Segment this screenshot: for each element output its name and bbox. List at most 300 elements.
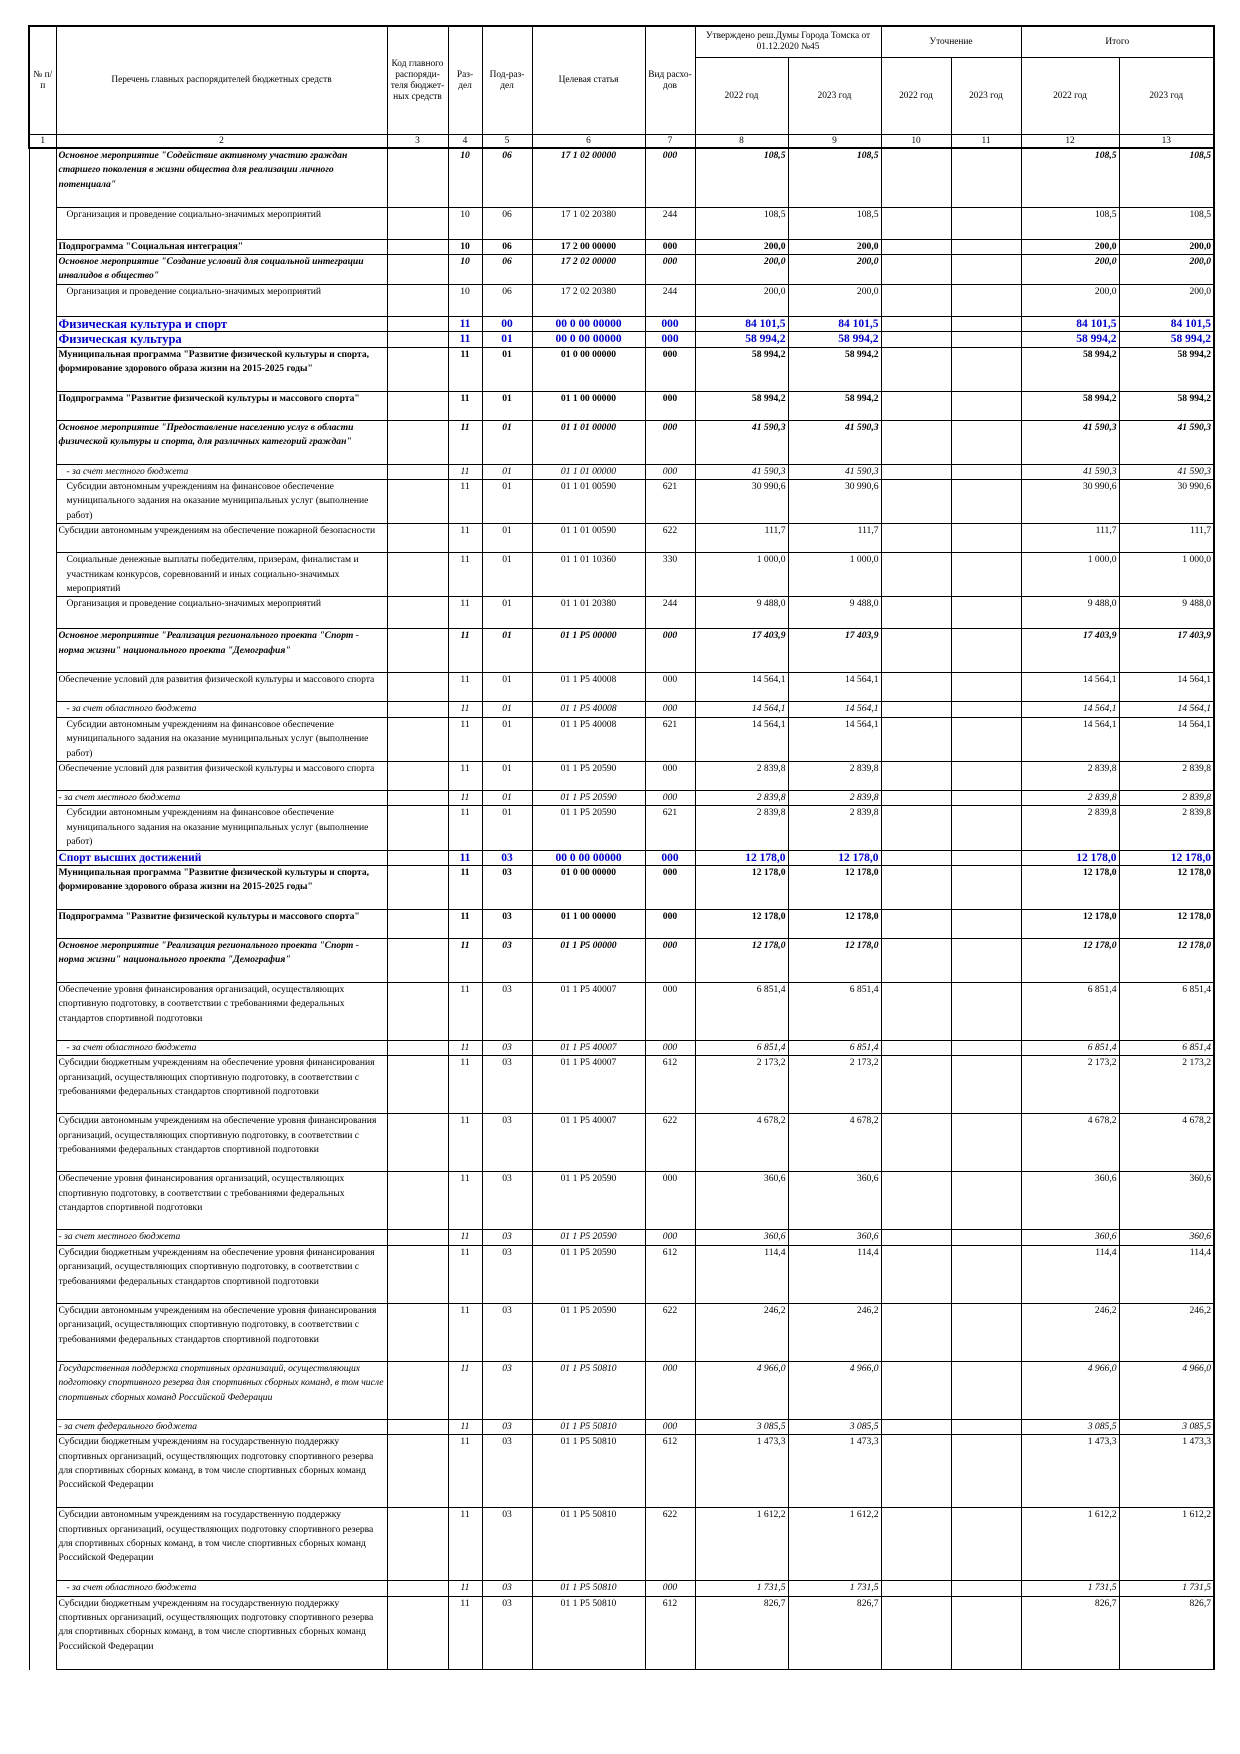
table-row bbox=[29, 1361, 1214, 1419]
budget-table-sheet bbox=[28, 25, 1215, 1670]
approved-2023-cell: 58 994,2 bbox=[788, 332, 881, 347]
approved-2023-cell: 4 966,0 bbox=[788, 1361, 881, 1419]
approved-2022-cell: 12 178,0 bbox=[695, 939, 788, 983]
razdel-cell: 11 bbox=[448, 332, 482, 347]
row-number-cell bbox=[29, 254, 56, 284]
row-number-cell bbox=[29, 479, 56, 523]
approved-2022-cell: 58 994,2 bbox=[695, 332, 788, 347]
code-cell bbox=[387, 239, 448, 254]
approved-2022-cell: 4 966,0 bbox=[695, 1361, 788, 1419]
target-article-cell: 01 1 P5 40007 bbox=[532, 1056, 645, 1114]
row-number-cell bbox=[29, 347, 56, 391]
row-number-cell bbox=[29, 524, 56, 553]
approved-2022-cell: 108,5 bbox=[695, 148, 788, 207]
total-2022-cell: 1 000,0 bbox=[1021, 553, 1119, 597]
podrazdel-cell: 01 bbox=[482, 791, 532, 806]
clarification-2022-cell bbox=[881, 1172, 951, 1230]
expense-type-cell: 612 bbox=[645, 1596, 695, 1669]
total-2023-cell: 1 612,2 bbox=[1119, 1508, 1214, 1581]
row-name: Субсидии автономным учреждениям на финансовое обеспечение муниципального задания на оказание муниципальных услуг (выполнение работ) bbox=[56, 479, 387, 523]
approved-2022-cell: 17 403,9 bbox=[695, 629, 788, 673]
razdel-cell: 11 bbox=[448, 1245, 482, 1303]
approved-2023-cell: 1 612,2 bbox=[788, 1508, 881, 1581]
expense-type-cell: 000 bbox=[645, 254, 695, 284]
clarification-2022-cell bbox=[881, 866, 951, 910]
approved-2023-cell: 200,0 bbox=[788, 254, 881, 284]
total-2023-cell: 12 178,0 bbox=[1119, 939, 1214, 983]
code-cell bbox=[387, 420, 448, 464]
table-row bbox=[29, 1172, 1214, 1230]
table-row bbox=[29, 1419, 1214, 1434]
code-cell bbox=[387, 148, 448, 207]
expense-type-cell: 000 bbox=[645, 866, 695, 910]
column-number: 1 bbox=[29, 135, 56, 149]
total-2023-cell: 200,0 bbox=[1119, 254, 1214, 284]
expense-type-cell: 000 bbox=[645, 983, 695, 1041]
target-article-cell: 01 1 P5 40008 bbox=[532, 673, 645, 702]
row-name: Физическая культура и спорт bbox=[56, 316, 387, 331]
clarification-2022-cell bbox=[881, 464, 951, 479]
approved-2022-cell: 12 178,0 bbox=[695, 866, 788, 910]
row-name: Обеспечение условий для развития физической культуры и массового спорта bbox=[56, 762, 387, 791]
razdel-cell: 11 bbox=[448, 316, 482, 331]
approved-2023-cell: 12 178,0 bbox=[788, 910, 881, 939]
target-article-cell: 01 1 P5 40007 bbox=[532, 1114, 645, 1172]
total-2022-cell: 41 590,3 bbox=[1021, 420, 1119, 464]
row-name: Субсидии бюджетным учреждениям на обеспечение уровня финансирования организаций, осуществляющих спортивную подготовку, в соответствии с требованиями федеральных стандартов спортивной подготовки bbox=[56, 1056, 387, 1114]
total-2022-cell: 58 994,2 bbox=[1021, 332, 1119, 347]
podrazdel-cell: 03 bbox=[482, 1435, 532, 1508]
podrazdel-cell: 01 bbox=[482, 420, 532, 464]
table-row bbox=[29, 148, 1214, 207]
clarification-2023-cell bbox=[951, 762, 1021, 791]
row-name: Организация и проведение социально-значимых мероприятий bbox=[56, 207, 387, 239]
clarification-2022-cell bbox=[881, 1596, 951, 1669]
approved-2022-cell: 2 839,8 bbox=[695, 762, 788, 791]
approved-2022-cell: 826,7 bbox=[695, 1596, 788, 1669]
total-2023-cell: 2 173,2 bbox=[1119, 1056, 1214, 1114]
podrazdel-cell: 03 bbox=[482, 1056, 532, 1114]
target-article-cell: 01 1 P5 20590 bbox=[532, 806, 645, 850]
approved-2022-cell: 3 085,5 bbox=[695, 1419, 788, 1434]
column-number: 3 bbox=[387, 135, 448, 149]
row-number-cell bbox=[29, 1435, 56, 1508]
column-number: 12 bbox=[1021, 135, 1119, 149]
total-2022-cell: 200,0 bbox=[1021, 284, 1119, 316]
expense-type-cell: 612 bbox=[645, 1245, 695, 1303]
row-name: Подпрограмма "Развитие физической культуры и массового спорта" bbox=[56, 391, 387, 420]
approved-2022-cell: 114,4 bbox=[695, 1245, 788, 1303]
table-row bbox=[29, 420, 1214, 464]
clarification-2022-cell bbox=[881, 1056, 951, 1114]
clarification-2023-cell bbox=[951, 1596, 1021, 1669]
approved-2022-cell: 246,2 bbox=[695, 1303, 788, 1361]
row-number-cell bbox=[29, 316, 56, 331]
row-name: Основное мероприятие "Содействие активному участию граждан старшего поколения в жизни общества для реализации личного потенциала" bbox=[56, 148, 387, 207]
approved-2022-cell: 200,0 bbox=[695, 254, 788, 284]
podrazdel-cell: 06 bbox=[482, 284, 532, 316]
expense-type-cell: 000 bbox=[645, 791, 695, 806]
razdel-cell: 11 bbox=[448, 1419, 482, 1434]
approved-2022-cell: 360,6 bbox=[695, 1172, 788, 1230]
clarification-2022-cell bbox=[881, 524, 951, 553]
clarification-2023-cell bbox=[951, 1230, 1021, 1245]
row-name: Организация и проведение социально-значимых мероприятий bbox=[56, 597, 387, 629]
target-article-cell: 01 1 P5 50810 bbox=[532, 1361, 645, 1419]
table-row bbox=[29, 673, 1214, 702]
total-2022-cell: 108,5 bbox=[1021, 207, 1119, 239]
razdel-cell: 10 bbox=[448, 207, 482, 239]
row-name: Спорт высших достижений bbox=[56, 850, 387, 865]
expense-type-cell: 000 bbox=[645, 850, 695, 865]
table-row bbox=[29, 1114, 1214, 1172]
approved-2022-cell: 14 564,1 bbox=[695, 717, 788, 761]
razdel-cell: 10 bbox=[448, 148, 482, 207]
table-row bbox=[29, 850, 1214, 865]
column-number-row bbox=[29, 135, 1214, 149]
row-name: Государственная поддержка спортивных организаций, осуществляющих подготовку спортивного резерва для спортивных сборных команд, в том числе спортивных сборных команд Российской Федерации bbox=[56, 1361, 387, 1419]
podrazdel-cell: 01 bbox=[482, 806, 532, 850]
total-2023-cell: 14 564,1 bbox=[1119, 673, 1214, 702]
expense-type-cell: 000 bbox=[645, 762, 695, 791]
razdel-cell: 11 bbox=[448, 479, 482, 523]
razdel-cell: 11 bbox=[448, 1056, 482, 1114]
code-cell bbox=[387, 1172, 448, 1230]
expense-type-cell: 621 bbox=[645, 479, 695, 523]
total-2022-cell: 12 178,0 bbox=[1021, 866, 1119, 910]
razdel-cell: 11 bbox=[448, 464, 482, 479]
approved-2023-cell: 2 839,8 bbox=[788, 791, 881, 806]
code-cell bbox=[387, 1508, 448, 1581]
target-article-cell: 00 0 00 00000 bbox=[532, 332, 645, 347]
target-article-cell: 01 1 P5 40007 bbox=[532, 983, 645, 1041]
total-2023-cell: 111,7 bbox=[1119, 524, 1214, 553]
target-article-cell: 01 1 P5 50810 bbox=[532, 1508, 645, 1581]
clarification-2022-cell bbox=[881, 1114, 951, 1172]
row-name: - за счет областного бюджета bbox=[56, 702, 387, 717]
razdel-cell: 11 bbox=[448, 806, 482, 850]
podrazdel-cell: 06 bbox=[482, 207, 532, 239]
code-cell bbox=[387, 1041, 448, 1056]
clarification-2023-cell bbox=[951, 284, 1021, 316]
podrazdel-cell: 01 bbox=[482, 717, 532, 761]
row-name: Субсидии автономным учреждениям на финансовое обеспечение муниципального задания на оказание муниципальных услуг (выполнение работ) bbox=[56, 806, 387, 850]
row-name: - за счет областного бюджета bbox=[56, 1581, 387, 1596]
approved-2023-cell: 114,4 bbox=[788, 1245, 881, 1303]
column-number: 2 bbox=[56, 135, 387, 149]
razdel-cell: 11 bbox=[448, 597, 482, 629]
header-num: № п/п bbox=[29, 26, 56, 135]
razdel-cell: 10 bbox=[448, 284, 482, 316]
target-article-cell: 01 1 01 10360 bbox=[532, 553, 645, 597]
podrazdel-cell: 01 bbox=[482, 553, 532, 597]
total-2023-cell: 58 994,2 bbox=[1119, 347, 1214, 391]
row-number-cell bbox=[29, 673, 56, 702]
table-row bbox=[29, 479, 1214, 523]
target-article-cell: 17 2 02 20380 bbox=[532, 284, 645, 316]
clarification-2022-cell bbox=[881, 1041, 951, 1056]
total-2022-cell: 2 839,8 bbox=[1021, 791, 1119, 806]
code-cell bbox=[387, 1230, 448, 1245]
header-approved-2023: 2023 год bbox=[788, 58, 881, 135]
clarification-2023-cell bbox=[951, 1419, 1021, 1434]
approved-2022-cell: 58 994,2 bbox=[695, 391, 788, 420]
razdel-cell: 11 bbox=[448, 524, 482, 553]
approved-2023-cell: 2 173,2 bbox=[788, 1056, 881, 1114]
approved-2023-cell: 17 403,9 bbox=[788, 629, 881, 673]
expense-type-cell: 000 bbox=[645, 332, 695, 347]
row-name: Муниципальная программа "Развитие физической культуры и спорта, формирование здорового образа жизни на 2015-2025 годы" bbox=[56, 347, 387, 391]
target-article-cell: 01 1 P5 50810 bbox=[532, 1581, 645, 1596]
podrazdel-cell: 03 bbox=[482, 1508, 532, 1581]
total-2023-cell: 12 178,0 bbox=[1119, 866, 1214, 910]
row-name: Физическая культура bbox=[56, 332, 387, 347]
code-cell bbox=[387, 673, 448, 702]
razdel-cell: 11 bbox=[448, 1361, 482, 1419]
approved-2022-cell: 41 590,3 bbox=[695, 420, 788, 464]
razdel-cell: 11 bbox=[448, 1596, 482, 1669]
approved-2022-cell: 84 101,5 bbox=[695, 316, 788, 331]
code-cell bbox=[387, 332, 448, 347]
total-2022-cell: 17 403,9 bbox=[1021, 629, 1119, 673]
total-2023-cell: 826,7 bbox=[1119, 1596, 1214, 1669]
expense-type-cell: 000 bbox=[645, 347, 695, 391]
code-cell bbox=[387, 717, 448, 761]
row-name: - за счет местного бюджета bbox=[56, 791, 387, 806]
clarification-2022-cell bbox=[881, 1435, 951, 1508]
row-number-cell bbox=[29, 391, 56, 420]
total-2022-cell: 1 473,3 bbox=[1021, 1435, 1119, 1508]
razdel-cell: 11 bbox=[448, 939, 482, 983]
podrazdel-cell: 03 bbox=[482, 1245, 532, 1303]
target-article-cell: 01 1 P5 50810 bbox=[532, 1596, 645, 1669]
total-2022-cell: 108,5 bbox=[1021, 148, 1119, 207]
expense-type-cell: 622 bbox=[645, 1114, 695, 1172]
razdel-cell: 10 bbox=[448, 254, 482, 284]
total-2023-cell: 58 994,2 bbox=[1119, 391, 1214, 420]
header-clarification-group: Уточнение bbox=[881, 26, 1021, 58]
row-name: Муниципальная программа "Развитие физической культуры и спорта, формирование здорового образа жизни на 2015-2025 годы" bbox=[56, 866, 387, 910]
total-2023-cell: 3 085,5 bbox=[1119, 1419, 1214, 1434]
table-row bbox=[29, 1041, 1214, 1056]
code-cell bbox=[387, 464, 448, 479]
approved-2022-cell: 12 178,0 bbox=[695, 850, 788, 865]
expense-type-cell: 000 bbox=[645, 702, 695, 717]
total-2022-cell: 58 994,2 bbox=[1021, 347, 1119, 391]
clarification-2022-cell bbox=[881, 717, 951, 761]
target-article-cell: 01 1 P5 20590 bbox=[532, 1172, 645, 1230]
row-number-cell bbox=[29, 597, 56, 629]
table-row bbox=[29, 939, 1214, 983]
code-cell bbox=[387, 597, 448, 629]
row-number-cell bbox=[29, 983, 56, 1041]
total-2023-cell: 12 178,0 bbox=[1119, 910, 1214, 939]
table-row bbox=[29, 1245, 1214, 1303]
podrazdel-cell: 01 bbox=[482, 629, 532, 673]
clarification-2022-cell bbox=[881, 553, 951, 597]
approved-2023-cell: 200,0 bbox=[788, 239, 881, 254]
expense-type-cell: 000 bbox=[645, 1172, 695, 1230]
row-number-cell bbox=[29, 1172, 56, 1230]
row-number-cell bbox=[29, 1361, 56, 1419]
clarification-2022-cell bbox=[881, 850, 951, 865]
clarification-2023-cell bbox=[951, 553, 1021, 597]
row-number-cell bbox=[29, 1056, 56, 1114]
clarification-2023-cell bbox=[951, 207, 1021, 239]
total-2023-cell: 84 101,5 bbox=[1119, 316, 1214, 331]
clarification-2023-cell bbox=[951, 1245, 1021, 1303]
clarification-2022-cell bbox=[881, 391, 951, 420]
total-2023-cell: 108,5 bbox=[1119, 148, 1214, 207]
podrazdel-cell: 03 bbox=[482, 1041, 532, 1056]
clarification-2022-cell bbox=[881, 347, 951, 391]
row-number-cell bbox=[29, 1041, 56, 1056]
clarification-2023-cell bbox=[951, 524, 1021, 553]
clarification-2022-cell bbox=[881, 791, 951, 806]
clarification-2022-cell bbox=[881, 702, 951, 717]
total-2023-cell: 9 488,0 bbox=[1119, 597, 1214, 629]
row-number-cell bbox=[29, 1230, 56, 1245]
clarification-2023-cell bbox=[951, 1581, 1021, 1596]
podrazdel-cell: 01 bbox=[482, 597, 532, 629]
row-name: Основное мероприятие "Предоставление населению услуг в области физической культуры и спорта, для различных категорий граждан" bbox=[56, 420, 387, 464]
target-article-cell: 17 1 02 20380 bbox=[532, 207, 645, 239]
row-number-cell bbox=[29, 1114, 56, 1172]
clarification-2022-cell bbox=[881, 254, 951, 284]
target-article-cell: 01 1 P5 40008 bbox=[532, 717, 645, 761]
total-2023-cell: 360,6 bbox=[1119, 1230, 1214, 1245]
approved-2022-cell: 12 178,0 bbox=[695, 910, 788, 939]
row-name: Обеспечение уровня финансирования организаций, осуществляющих спортивную подготовку, в соответствии с требованиями федеральных стандартов спортивной подготовки bbox=[56, 1172, 387, 1230]
total-2022-cell: 114,4 bbox=[1021, 1245, 1119, 1303]
approved-2023-cell: 14 564,1 bbox=[788, 702, 881, 717]
table-row bbox=[29, 806, 1214, 850]
column-number: 4 bbox=[448, 135, 482, 149]
target-article-cell: 17 1 02 00000 bbox=[532, 148, 645, 207]
approved-2022-cell: 200,0 bbox=[695, 239, 788, 254]
header-expense-type: Вид расхо-дов bbox=[645, 26, 695, 135]
code-cell bbox=[387, 702, 448, 717]
total-2023-cell: 6 851,4 bbox=[1119, 983, 1214, 1041]
podrazdel-cell: 03 bbox=[482, 1230, 532, 1245]
table-row bbox=[29, 1508, 1214, 1581]
row-name: Организация и проведение социально-значимых мероприятий bbox=[56, 284, 387, 316]
clarification-2023-cell bbox=[951, 254, 1021, 284]
total-2023-cell: 360,6 bbox=[1119, 1172, 1214, 1230]
expense-type-cell: 244 bbox=[645, 597, 695, 629]
total-2022-cell: 14 564,1 bbox=[1021, 673, 1119, 702]
clarification-2022-cell bbox=[881, 1303, 951, 1361]
approved-2023-cell: 12 178,0 bbox=[788, 850, 881, 865]
total-2022-cell: 200,0 bbox=[1021, 254, 1119, 284]
podrazdel-cell: 03 bbox=[482, 866, 532, 910]
approved-2023-cell: 1 731,5 bbox=[788, 1581, 881, 1596]
expense-type-cell: 000 bbox=[645, 1041, 695, 1056]
header-razdel: Раз-дел bbox=[448, 26, 482, 135]
row-name: - за счет федерального бюджета bbox=[56, 1419, 387, 1434]
code-cell bbox=[387, 910, 448, 939]
table-row bbox=[29, 1303, 1214, 1361]
total-2022-cell: 246,2 bbox=[1021, 1303, 1119, 1361]
approved-2022-cell: 14 564,1 bbox=[695, 673, 788, 702]
code-cell bbox=[387, 1581, 448, 1596]
razdel-cell: 11 bbox=[448, 762, 482, 791]
code-cell bbox=[387, 1245, 448, 1303]
header-podrazdel: Под-раз-дел bbox=[482, 26, 532, 135]
clarification-2022-cell bbox=[881, 1361, 951, 1419]
total-2023-cell: 58 994,2 bbox=[1119, 332, 1214, 347]
approved-2023-cell: 14 564,1 bbox=[788, 673, 881, 702]
clarification-2023-cell bbox=[951, 1303, 1021, 1361]
row-number-cell bbox=[29, 239, 56, 254]
total-2022-cell: 2 839,8 bbox=[1021, 762, 1119, 791]
clarification-2023-cell bbox=[951, 673, 1021, 702]
clarification-2023-cell bbox=[951, 347, 1021, 391]
row-name: Обеспечение уровня финансирования организаций, осуществляющих спортивную подготовку, в соответствии с требованиями федеральных стандартов спортивной подготовки bbox=[56, 983, 387, 1041]
row-number-cell bbox=[29, 148, 56, 207]
approved-2023-cell: 108,5 bbox=[788, 148, 881, 207]
total-2022-cell: 12 178,0 bbox=[1021, 910, 1119, 939]
total-2023-cell: 2 839,8 bbox=[1119, 762, 1214, 791]
clarification-2022-cell bbox=[881, 420, 951, 464]
row-name: - за счет местного бюджета bbox=[56, 1230, 387, 1245]
approved-2023-cell: 1 473,3 bbox=[788, 1435, 881, 1508]
clarification-2023-cell bbox=[951, 629, 1021, 673]
podrazdel-cell: 01 bbox=[482, 347, 532, 391]
total-2023-cell: 30 990,6 bbox=[1119, 479, 1214, 523]
razdel-cell: 11 bbox=[448, 1230, 482, 1245]
clarification-2023-cell bbox=[951, 1041, 1021, 1056]
razdel-cell: 11 bbox=[448, 1172, 482, 1230]
row-number-cell bbox=[29, 332, 56, 347]
approved-2023-cell: 108,5 bbox=[788, 207, 881, 239]
razdel-cell: 11 bbox=[448, 347, 482, 391]
total-2022-cell: 84 101,5 bbox=[1021, 316, 1119, 331]
table-body bbox=[29, 148, 1214, 1669]
approved-2023-cell: 14 564,1 bbox=[788, 717, 881, 761]
clarification-2022-cell bbox=[881, 284, 951, 316]
razdel-cell: 11 bbox=[448, 420, 482, 464]
column-number: 5 bbox=[482, 135, 532, 149]
total-2022-cell: 4 678,2 bbox=[1021, 1114, 1119, 1172]
total-2022-cell: 360,6 bbox=[1021, 1172, 1119, 1230]
row-name: - за счет областного бюджета bbox=[56, 1041, 387, 1056]
clarification-2023-cell bbox=[951, 1508, 1021, 1581]
code-cell bbox=[387, 207, 448, 239]
clarification-2023-cell bbox=[951, 939, 1021, 983]
row-number-cell bbox=[29, 284, 56, 316]
total-2023-cell: 17 403,9 bbox=[1119, 629, 1214, 673]
approved-2022-cell: 14 564,1 bbox=[695, 702, 788, 717]
code-cell bbox=[387, 553, 448, 597]
total-2022-cell: 30 990,6 bbox=[1021, 479, 1119, 523]
total-2023-cell: 41 590,3 bbox=[1119, 420, 1214, 464]
clarification-2022-cell bbox=[881, 332, 951, 347]
expense-type-cell: 000 bbox=[645, 939, 695, 983]
row-name: Субсидии автономным учреждениям на обеспечение пожарной безопасности bbox=[56, 524, 387, 553]
code-cell bbox=[387, 524, 448, 553]
row-name: Субсидии автономным учреждениям на обеспечение уровня финансирования организаций, осуществляющих спортивную подготовку, в соответствии с требованиями федеральных стандартов спортивной подготовки bbox=[56, 1114, 387, 1172]
razdel-cell: 11 bbox=[448, 983, 482, 1041]
code-cell bbox=[387, 284, 448, 316]
table-row bbox=[29, 983, 1214, 1041]
target-article-cell: 01 1 P5 40007 bbox=[532, 1041, 645, 1056]
expense-type-cell: 000 bbox=[645, 391, 695, 420]
target-article-cell: 00 0 00 00000 bbox=[532, 316, 645, 331]
expense-type-cell: 000 bbox=[645, 1419, 695, 1434]
row-number-cell bbox=[29, 629, 56, 673]
code-cell bbox=[387, 391, 448, 420]
